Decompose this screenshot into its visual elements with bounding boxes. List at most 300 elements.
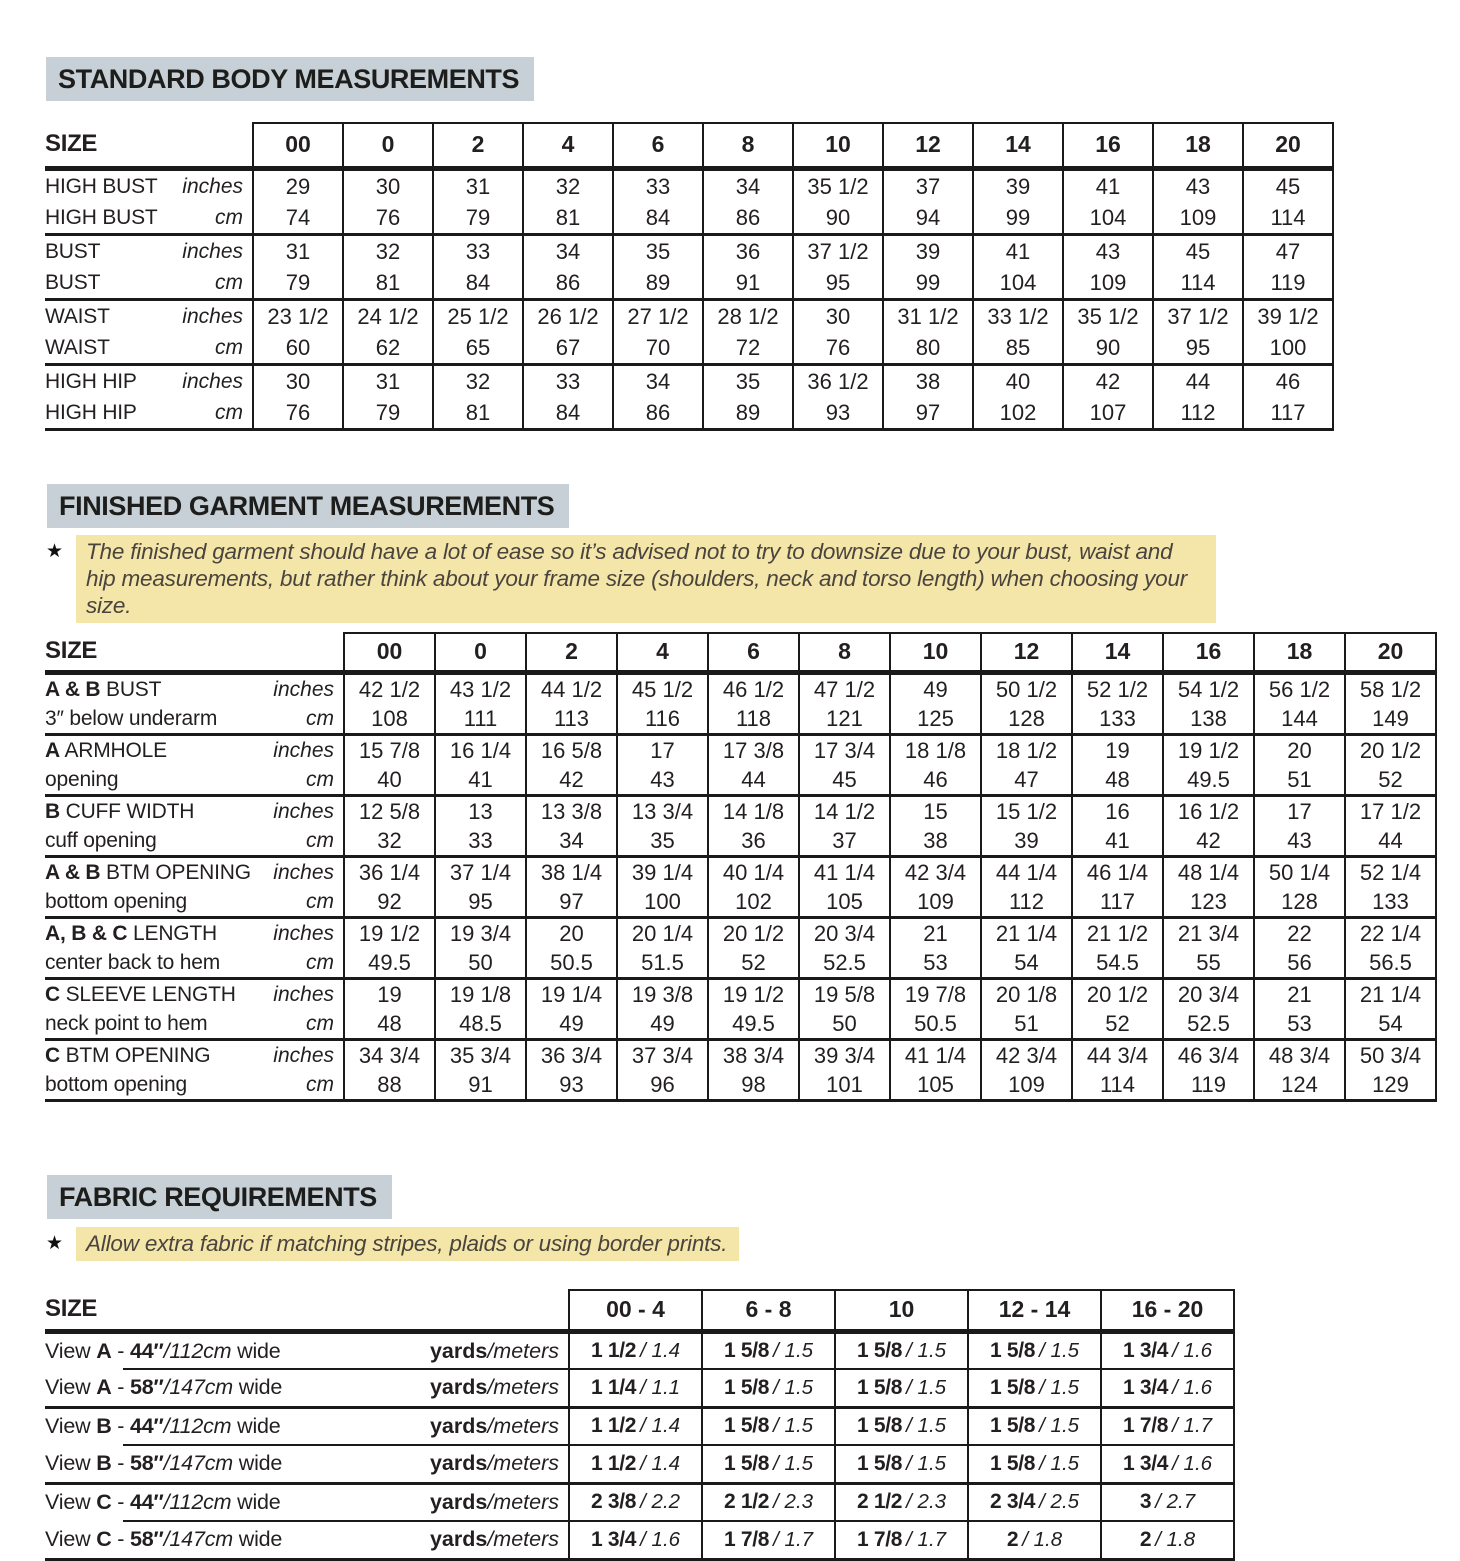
measurement-cell xyxy=(890,979,981,1040)
size-column-header: 6 xyxy=(613,123,703,168)
row-label-bold: A, B & C xyxy=(45,922,128,945)
inches-value: 38 xyxy=(915,368,941,394)
cm-value: 51.5 xyxy=(641,950,684,975)
size-column-header: 6 xyxy=(708,633,799,673)
cm-value: 100 xyxy=(644,889,681,914)
yards-value: 1 5/8 xyxy=(723,1414,770,1438)
yards-value: 1 3/4 xyxy=(590,1527,637,1551)
section1-table xyxy=(45,122,1334,431)
inches-value: 34 3/4 xyxy=(358,1043,421,1068)
cm-value: 44 xyxy=(1378,828,1403,853)
yardage-cell xyxy=(835,1483,968,1521)
measurement-cell xyxy=(793,299,883,364)
inches-value: 42 3/4 xyxy=(995,1043,1058,1068)
cm-value: 34 xyxy=(559,828,584,853)
size-range-header: 00 - 4 xyxy=(569,1290,702,1331)
measurement-cell xyxy=(1163,1040,1254,1101)
meters-label: /meters xyxy=(487,1526,559,1551)
yards-value: 1 5/8 xyxy=(723,1338,770,1362)
inches-value: 41 1/4 xyxy=(904,1043,967,1068)
cm-value: 76 xyxy=(825,334,851,360)
row-label xyxy=(45,168,253,234)
measurement-cell xyxy=(433,234,523,299)
yards-value: 1 5/8 xyxy=(989,1375,1036,1399)
yards-value: 3 xyxy=(1139,1490,1152,1514)
measurement-cell xyxy=(890,673,981,735)
row-label xyxy=(45,299,253,364)
inches-value: 20 3/4 xyxy=(1177,982,1240,1007)
view-suffix: wide xyxy=(232,1450,283,1475)
unit-inches-label: inches xyxy=(273,739,334,762)
fabric-width-inches: 58″ xyxy=(130,1526,164,1551)
meters-value: / 1.5 xyxy=(773,1338,814,1362)
meters-value: / 1.1 xyxy=(640,1375,681,1399)
meters-label: /meters xyxy=(487,1450,559,1475)
row-label-line1 xyxy=(45,1041,210,1070)
yardage-cell xyxy=(1101,1369,1234,1407)
fabric-width-inches: 44″ xyxy=(130,1338,164,1363)
inches-value: 49 xyxy=(923,677,948,702)
measurement-cell xyxy=(703,168,793,234)
size-column-header: 18 xyxy=(1254,633,1345,673)
measurement-row xyxy=(45,364,1333,429)
fabric-width-cm: /112cm xyxy=(163,1414,232,1439)
fabric-requirements-note-text: Allow extra fabric if matching stripes, plaids or using border prints. xyxy=(76,1227,739,1261)
fabric-width-cm: /112cm xyxy=(163,1490,232,1515)
row-label xyxy=(45,979,344,1040)
yardage-cell xyxy=(968,1445,1101,1483)
yardage-cell xyxy=(1101,1521,1234,1559)
inches-value: 50 1/2 xyxy=(995,677,1058,702)
measurement-cell xyxy=(799,918,890,979)
meters-value: / 1.5 xyxy=(906,1451,947,1475)
measurement-cell xyxy=(973,168,1063,234)
yards-value: 1 5/8 xyxy=(856,1375,903,1399)
yards-meters-label xyxy=(430,1339,559,1364)
cm-value: 38 xyxy=(923,828,948,853)
cm-value: 50 xyxy=(832,1011,857,1036)
measurement-cell xyxy=(613,364,703,429)
size-column-header: 10 xyxy=(793,123,883,168)
inches-value: 56 1/2 xyxy=(1268,677,1331,702)
yardage-cell xyxy=(569,1407,702,1445)
unit-cm-label: cm xyxy=(215,400,243,424)
cm-value: 47 xyxy=(1014,767,1039,792)
row-label-line1: BUST xyxy=(45,239,101,263)
inches-value: 19 xyxy=(1105,738,1130,763)
row-label-text: BUST xyxy=(106,678,162,701)
row-label-line2: 3″ below underarm xyxy=(45,707,218,730)
size-column-header: 20 xyxy=(1345,633,1436,673)
view-suffix: wide xyxy=(231,1414,281,1439)
view-sep: - xyxy=(111,1490,131,1515)
row-label-line2: center back to hem xyxy=(45,951,220,974)
unit-cm-label: cm xyxy=(306,707,334,730)
size-column-header: 00 xyxy=(253,123,343,168)
measurement-cell xyxy=(526,918,617,979)
measurement-cell xyxy=(1063,364,1153,429)
size-column-header: 12 xyxy=(981,633,1072,673)
measurement-cell xyxy=(526,735,617,796)
cm-value: 113 xyxy=(553,706,590,731)
measurement-row xyxy=(45,673,1436,735)
measurement-cell xyxy=(1072,979,1163,1040)
cm-value: 99 xyxy=(915,269,941,295)
cm-value: 95 xyxy=(1185,334,1211,360)
cm-value: 52 xyxy=(1378,767,1403,792)
inches-value: 47 xyxy=(1275,238,1301,264)
row-label xyxy=(45,796,344,857)
size-column-header: 4 xyxy=(523,123,613,168)
cm-value: 97 xyxy=(915,399,941,425)
inches-value: 45 xyxy=(1185,238,1211,264)
view-letter: B xyxy=(96,1414,112,1439)
unit-inches-label: inches xyxy=(273,678,334,701)
view-label xyxy=(45,1490,281,1515)
measurement-cell xyxy=(526,979,617,1040)
row-label-bold: C xyxy=(45,1044,60,1067)
measurement-cell xyxy=(617,673,708,735)
measurement-cell xyxy=(793,234,883,299)
inches-value: 16 5/8 xyxy=(540,738,603,763)
cm-value: 128 xyxy=(1008,706,1045,731)
inches-value: 18 1/2 xyxy=(995,738,1058,763)
unit-cm-label: cm xyxy=(215,270,243,294)
meters-value: / 1.8 xyxy=(1155,1527,1196,1551)
cm-value: 41 xyxy=(1105,828,1130,853)
yards-value: 1 5/8 xyxy=(989,1414,1036,1438)
size-column-header: 8 xyxy=(703,123,793,168)
cm-value: 107 xyxy=(1089,399,1127,425)
inches-value: 16 xyxy=(1105,799,1130,824)
measurement-row xyxy=(45,735,1436,796)
size-range-header: 12 - 14 xyxy=(968,1290,1101,1331)
inches-value: 36 3/4 xyxy=(540,1043,603,1068)
cm-value: 104 xyxy=(1089,204,1127,230)
row-label-line1: WAIST xyxy=(45,304,110,328)
inches-value: 37 3/4 xyxy=(631,1043,694,1068)
cm-value: 79 xyxy=(285,269,311,295)
inches-value: 48 1/4 xyxy=(1177,860,1240,885)
cm-value: 79 xyxy=(375,399,401,425)
row-label-line1 xyxy=(45,736,167,765)
inches-value: 43 xyxy=(1095,238,1121,264)
inches-value: 43 1/2 xyxy=(449,677,512,702)
cm-value: 128 xyxy=(1281,889,1318,914)
fabric-row-label xyxy=(45,1521,569,1559)
meters-value: / 1.4 xyxy=(640,1414,681,1438)
measurement-cell xyxy=(1153,234,1243,299)
cm-value: 76 xyxy=(285,399,311,425)
inches-value: 42 1/2 xyxy=(358,677,421,702)
inches-value: 38 1/4 xyxy=(540,860,603,885)
cm-value: 100 xyxy=(1269,334,1307,360)
measurement-cell xyxy=(617,735,708,796)
cm-value: 86 xyxy=(555,269,581,295)
inches-value: 46 xyxy=(1275,368,1301,394)
yards-value: 1 5/8 xyxy=(989,1451,1036,1475)
measurement-cell xyxy=(793,168,883,234)
cm-value: 109 xyxy=(1179,204,1217,230)
measurement-cell xyxy=(708,857,799,918)
measurement-row xyxy=(45,796,1436,857)
measurement-cell xyxy=(973,234,1063,299)
cm-value: 109 xyxy=(1089,269,1127,295)
inches-value: 33 xyxy=(465,238,491,264)
fabric-width-inches: 58″ xyxy=(130,1450,164,1475)
measurement-cell xyxy=(435,796,526,857)
cm-value: 53 xyxy=(1287,1011,1312,1036)
row-label-line1 xyxy=(45,919,217,948)
yardage-cell xyxy=(702,1521,835,1559)
view-letter: A xyxy=(96,1374,112,1399)
meters-value: / 1.5 xyxy=(906,1338,947,1362)
cm-value: 104 xyxy=(999,269,1037,295)
fabric-width-cm: /147cm xyxy=(163,1374,233,1399)
measurement-cell xyxy=(890,857,981,918)
view-sep: - xyxy=(111,1414,131,1439)
cm-value: 49 xyxy=(559,1011,584,1036)
cm-value: 95 xyxy=(825,269,851,295)
size-column-header: 10 xyxy=(890,633,981,673)
measurement-cell xyxy=(344,735,435,796)
yardage-cell xyxy=(835,1369,968,1407)
measurement-cell xyxy=(1254,735,1345,796)
measurement-cell xyxy=(523,234,613,299)
measurement-row xyxy=(45,1040,1436,1101)
measurement-row xyxy=(45,979,1436,1040)
measurement-cell xyxy=(1345,673,1436,735)
view-letter: B xyxy=(96,1450,112,1475)
measurement-cell xyxy=(253,168,343,234)
measurement-cell xyxy=(523,299,613,364)
measurement-cell xyxy=(973,299,1063,364)
fabric-width-inches: 44″ xyxy=(130,1414,164,1439)
yardage-cell xyxy=(1101,1407,1234,1445)
unit-cm-label: cm xyxy=(306,829,334,852)
measurement-cell xyxy=(343,299,433,364)
inches-value: 37 xyxy=(915,173,941,199)
cm-value: 105 xyxy=(917,1072,954,1097)
unit-cm-label: cm xyxy=(306,951,334,974)
cm-value: 46 xyxy=(923,767,948,792)
measurement-cell xyxy=(973,364,1063,429)
view-prefix: View xyxy=(45,1450,97,1475)
yardage-cell xyxy=(968,1483,1101,1521)
yardage-cell xyxy=(702,1445,835,1483)
inches-value: 35 1/2 xyxy=(1077,303,1139,329)
cm-value: 93 xyxy=(825,399,851,425)
inches-value: 44 3/4 xyxy=(1086,1043,1149,1068)
yards-label: yards xyxy=(429,1374,488,1399)
inches-value: 21 1/4 xyxy=(1359,982,1422,1007)
inches-value: 32 xyxy=(555,173,581,199)
inches-value: 20 1/8 xyxy=(995,982,1058,1007)
cm-value: 42 xyxy=(1196,828,1221,853)
cm-value: 81 xyxy=(555,204,581,230)
yardage-cell xyxy=(569,1483,702,1521)
measurement-cell xyxy=(1243,299,1333,364)
yards-value: 2 1/2 xyxy=(723,1490,770,1514)
yards-value: 1 3/4 xyxy=(1122,1338,1169,1362)
inches-value: 58 1/2 xyxy=(1359,677,1422,702)
measurement-cell xyxy=(1063,299,1153,364)
cm-value: 48.5 xyxy=(459,1011,502,1036)
yards-value: 1 1/2 xyxy=(590,1414,637,1438)
unit-inches-label: inches xyxy=(273,983,334,1006)
cm-value: 133 xyxy=(1372,889,1409,914)
inches-value: 54 1/2 xyxy=(1177,677,1240,702)
inches-value: 37 1/4 xyxy=(449,860,512,885)
measurement-cell xyxy=(253,299,343,364)
cm-value: 92 xyxy=(377,889,402,914)
yards-value: 1 5/8 xyxy=(856,1414,903,1438)
yards-value: 1 1/2 xyxy=(590,1451,637,1475)
yards-meters-label xyxy=(430,1451,559,1476)
meters-value: / 1.6 xyxy=(1172,1375,1213,1399)
view-label xyxy=(45,1527,282,1552)
cm-value: 91 xyxy=(468,1072,493,1097)
yardage-cell xyxy=(968,1331,1101,1369)
measurement-cell xyxy=(708,796,799,857)
inches-value: 30 xyxy=(285,368,311,394)
measurement-cell xyxy=(253,234,343,299)
cm-value: 51 xyxy=(1014,1011,1039,1036)
cm-value: 125 xyxy=(917,706,954,731)
cm-value: 45 xyxy=(832,767,857,792)
view-label xyxy=(45,1375,282,1400)
size-range-header: 6 - 8 xyxy=(702,1290,835,1331)
inches-value: 12 5/8 xyxy=(358,799,421,824)
row-label-bold: A & B xyxy=(45,861,101,884)
inches-value: 20 3/4 xyxy=(813,921,876,946)
view-sep: - xyxy=(111,1526,131,1551)
view-prefix: View xyxy=(45,1490,97,1515)
inches-value: 45 1/2 xyxy=(631,677,694,702)
cm-value: 114 xyxy=(1180,269,1216,295)
inches-value: 40 xyxy=(1005,368,1031,394)
measurement-cell xyxy=(1072,857,1163,918)
cm-value: 54.5 xyxy=(1096,950,1139,975)
inches-value: 22 1/4 xyxy=(1359,921,1422,946)
inches-value: 36 1/4 xyxy=(358,860,421,885)
inches-value: 35 3/4 xyxy=(449,1043,512,1068)
yards-value: 1 7/8 xyxy=(856,1527,903,1551)
measurement-cell xyxy=(435,857,526,918)
inches-value: 31 1/2 xyxy=(897,303,959,329)
inches-value: 41 xyxy=(1095,173,1121,199)
meters-label: /meters xyxy=(487,1374,559,1399)
cm-value: 36 xyxy=(741,828,766,853)
row-label-line1: HIGH BUST xyxy=(45,174,158,198)
cm-value: 101 xyxy=(826,1072,863,1097)
size-column-header: 12 xyxy=(883,123,973,168)
row-label-line2: BUST xyxy=(45,270,101,294)
measurement-row xyxy=(45,857,1436,918)
fabric-row xyxy=(45,1407,1234,1445)
measurement-cell xyxy=(526,857,617,918)
inches-value: 16 1/2 xyxy=(1177,799,1240,824)
measurement-cell xyxy=(890,796,981,857)
inches-value: 52 1/2 xyxy=(1086,677,1149,702)
cm-value: 114 xyxy=(1099,1072,1136,1097)
yards-label: yards xyxy=(429,1526,488,1551)
fabric-row-label xyxy=(45,1483,569,1521)
fabric-row xyxy=(45,1445,1234,1483)
inches-value: 31 xyxy=(375,368,401,394)
cm-value: 133 xyxy=(1099,706,1136,731)
row-label-line2: bottom opening xyxy=(45,1073,187,1096)
cm-value: 56.5 xyxy=(1369,950,1412,975)
inches-value: 20 xyxy=(1287,738,1312,763)
inches-value: 46 1/2 xyxy=(722,677,785,702)
yards-value: 1 1/2 xyxy=(590,1338,637,1362)
fabric-requirements-note xyxy=(46,1227,1460,1261)
measurement-cell xyxy=(981,673,1072,735)
size-header-row xyxy=(45,1290,1234,1331)
measurement-cell xyxy=(890,735,981,796)
view-suffix: wide xyxy=(231,1490,281,1515)
view-prefix: View xyxy=(45,1526,97,1551)
cm-value: 41 xyxy=(468,767,493,792)
finished-garment-note xyxy=(46,535,1261,623)
inches-value: 19 1/4 xyxy=(540,982,603,1007)
cm-value: 85 xyxy=(1005,334,1031,360)
cm-value: 93 xyxy=(559,1072,584,1097)
yards-value: 1 5/8 xyxy=(989,1338,1036,1362)
inches-value: 30 xyxy=(375,173,401,199)
cm-value: 53 xyxy=(923,950,948,975)
inches-value: 27 1/2 xyxy=(627,303,689,329)
measurement-cell xyxy=(1072,735,1163,796)
size-column-header: 16 xyxy=(1063,123,1153,168)
row-label-text: BTM OPENING xyxy=(65,1044,211,1067)
inches-value: 17 3/8 xyxy=(722,738,785,763)
star-icon: ★ xyxy=(46,1233,64,1254)
row-label-line1 xyxy=(45,675,161,704)
view-label xyxy=(45,1414,281,1439)
measurement-cell xyxy=(1163,979,1254,1040)
inches-value: 39 3/4 xyxy=(813,1043,876,1068)
inches-value: 43 xyxy=(1185,173,1211,199)
inches-value: 45 xyxy=(1275,173,1301,199)
cm-value: 149 xyxy=(1372,706,1409,731)
size-header-row xyxy=(45,633,1436,673)
inches-value: 33 1/2 xyxy=(987,303,1049,329)
yardage-cell xyxy=(968,1407,1101,1445)
measurement-cell xyxy=(433,364,523,429)
measurement-cell xyxy=(344,673,435,735)
view-letter: C xyxy=(96,1490,112,1515)
row-label-line1: HIGH HIP xyxy=(45,369,137,393)
row-label-line2: WAIST xyxy=(45,335,110,359)
meters-value: / 1.5 xyxy=(773,1375,814,1399)
meters-value: / 1.7 xyxy=(773,1527,814,1551)
measurement-cell xyxy=(1345,979,1436,1040)
cm-value: 88 xyxy=(377,1072,402,1097)
measurement-cell xyxy=(1254,1040,1345,1101)
inches-value: 39 xyxy=(915,238,941,264)
meters-value: / 1.5 xyxy=(1039,1375,1080,1399)
view-suffix: wide xyxy=(232,1526,283,1551)
finished-garment-note-text: The finished garment should have a lot of ease so it’s advised not to try to downsize due to your bust, waist and hip measurements, but rather think about your frame size (shoulders, neck and torso length) when choosing your size. xyxy=(76,535,1216,623)
cm-value: 55 xyxy=(1196,950,1221,975)
inches-value: 46 3/4 xyxy=(1177,1043,1240,1068)
inches-value: 48 3/4 xyxy=(1268,1043,1331,1068)
unit-inches-label: inches xyxy=(182,174,243,198)
fabric-row-label xyxy=(45,1369,569,1407)
yards-value: 1 1/4 xyxy=(590,1375,637,1399)
